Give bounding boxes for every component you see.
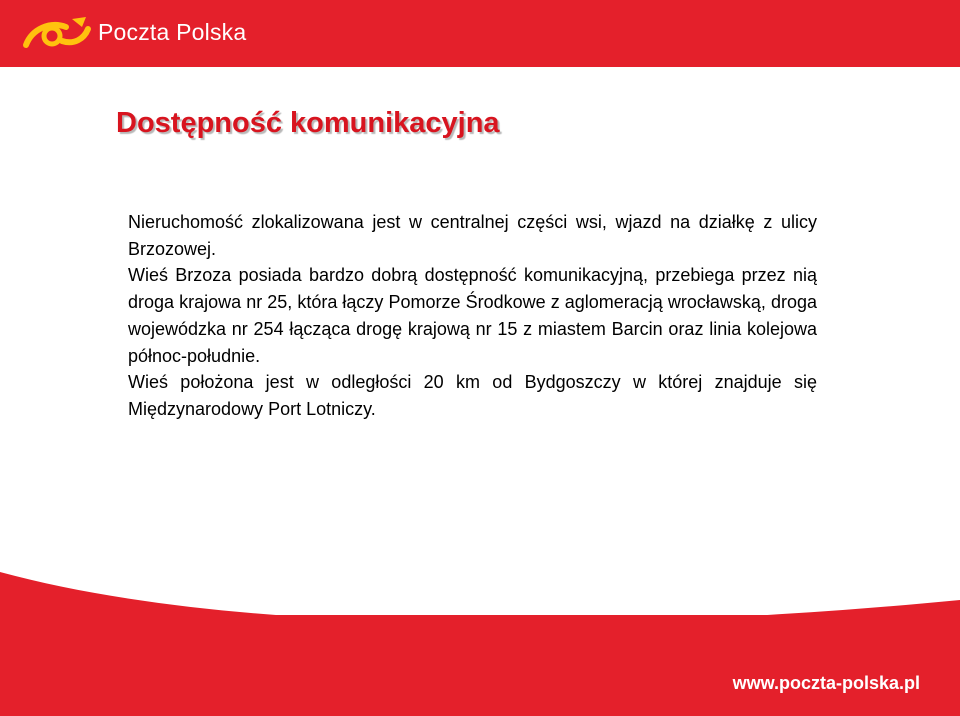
brand-name: Poczta Polska — [98, 19, 247, 45]
header-bar — [0, 0, 960, 67]
paragraph-transport: Wieś Brzoza posiada bardzo dobrą dostępność komunikacyjną, przebiega przez nią droga krajowa nr 25, która łączy Pomorze Środkowe z aglomeracją wrocławską, droga wojewódzka nr 254 łącząca drogę krajową nr 15 z miastem Barcin oraz linia kolejowa północ-południe. — [128, 265, 817, 366]
slide-body — [128, 209, 817, 423]
paragraph-location: Nieruchomość zlokalizowana jest w centralnej części wsi, wjazd na działkę z ulicy Brzozowej. — [128, 212, 817, 259]
slide-title: Dostępność komunikacyjna — [116, 107, 500, 139]
footer-bar — [0, 615, 960, 716]
website-link[interactable]: www.poczta-polska.pl — [732, 673, 920, 693]
paragraph-airport: Wieś położona jest w odległości 20 km od Bydgoszczy w której znajduje się Międzynarodowy Port Lotniczy. — [128, 372, 817, 419]
posthorn-logo-icon — [22, 11, 94, 53]
